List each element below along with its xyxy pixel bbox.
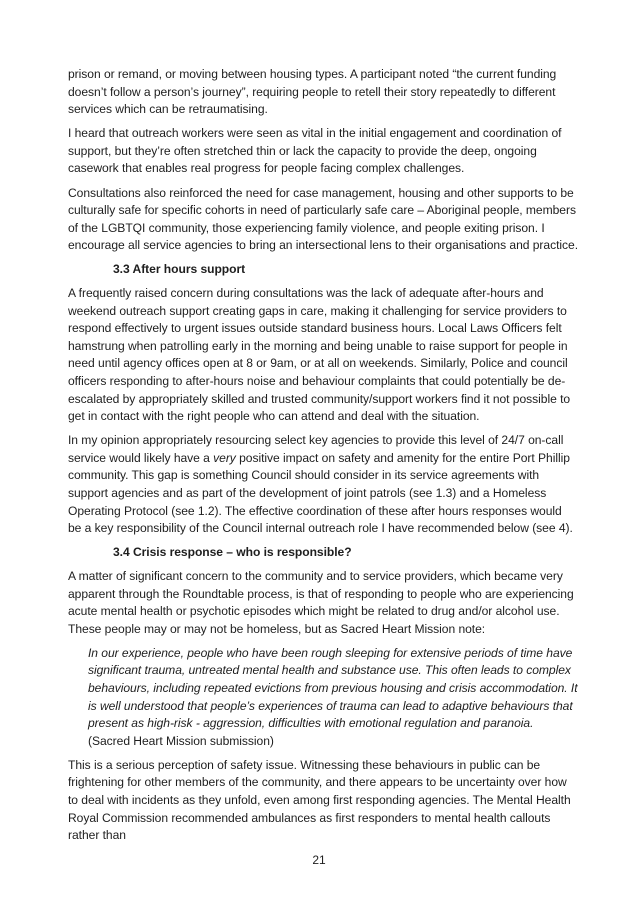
on-call-text-start: In my opinion appropriately resourcing select key agencies to provide this level of 24/7 on-call service would likely have a — [68, 433, 564, 465]
block-quote-sacred-heart — [88, 645, 578, 751]
paragraph-after-hours-concern: A frequently raised concern during consultations was the lack of adequate after-hours and weekend outreach support creating gaps in care, making it challenging for service providers to respond effectively to urgent issues outside standard business hours. Local Laws Officers felt hamstrung when patrolling early in the morning and being unable to raise support for people in need until agency offices open at 8 or 9am, or at all on weekends. Similarly, Police and council officers responding to after-hours noise and behaviour complaints that could potentially be de-escalated by appropriately skilled and trusted community/support workers find it not possible to get in contact with the right people who can attend and deal with the situation. — [68, 286, 571, 424]
quote-text: In our experience, people who have been rough sleeping for extensive periods of time have significant trauma, untreated mental health and substance use. This often leads to complex behaviours, including repeated evictions from previous housing and crisis accommodation. It is well understood that people’s experiences of trauma can lead to adaptive behaviours that present as high-risk - aggression, difficulties with emotional regulation and paranoia. — [88, 645, 578, 731]
paragraph-perception-of-safety: This is a serious perception of safety issue. Witnessing these behaviours in public can be frightening for other members of the community, and there appears to be uncertainty over how to deal with incidents as they unfold, even among first responding agencies. The Mental Health Royal Commission recommended ambulances as first responders to mental health callouts rather than — [68, 757, 571, 843]
document-page-body — [68, 66, 578, 851]
paragraph-on-call-opinion — [68, 432, 578, 538]
page-number: 21 — [312, 853, 326, 867]
emphasis-very: very — [213, 450, 236, 465]
paragraph-outreach-workers: I heard that outreach workers were seen as vital in the initial engagement and coordination of support, but they’re often stretched thin or lack the capacity to provide the deep, ongoing casework that enables real progress for people facing complex challenges. — [68, 126, 562, 176]
section-heading-after-hours-support: 3.3 After hours support — [113, 262, 246, 277]
paragraph-crisis-concern: A matter of significant concern to the community and to service providers, which became very apparent through the Roundtable process, is that of responding to people who are experiencing acute mental health or psychotic episodes which might be related to drug and/or alcohol use. These people may or may not be homeless, but as Sacred Heart Mission note: — [68, 568, 574, 636]
on-call-text-end: positive impact on safety and amenity for the entire Port Phillip community. This gap is something Council should consider in its service agreements with support agencies and as part of the development of joint patrols (see 1.3) and a Homeless Operating Protocol (see 1.2). The effective coordination of these after hours responses would be a key responsibility of the Council internal outreach role I have recommended below (see 4). — [68, 450, 573, 536]
paragraph-culturally-safe: Consultations also reinforced the need for case management, housing and other supports to be culturally safe for specific cohorts in need of particularly safe care – Aboriginal people, members of the LGBTQI community, those experiencing family violence, and people exiting prison. I encourage all service agencies to bring an intersectional lens to their organisations and practice. — [68, 185, 579, 253]
quote-source: (Sacred Heart Mission submission) — [88, 733, 274, 748]
paragraph-prison-remand: prison or remand, or moving between housing types. A participant noted “the current funding doesn’t follow a person’s journey”, requiring people to retell their story repeatedly to different services which can be retraumatising. — [68, 67, 557, 117]
section-heading-crisis-response: 3.4 Crisis response – who is responsible? — [113, 545, 352, 560]
